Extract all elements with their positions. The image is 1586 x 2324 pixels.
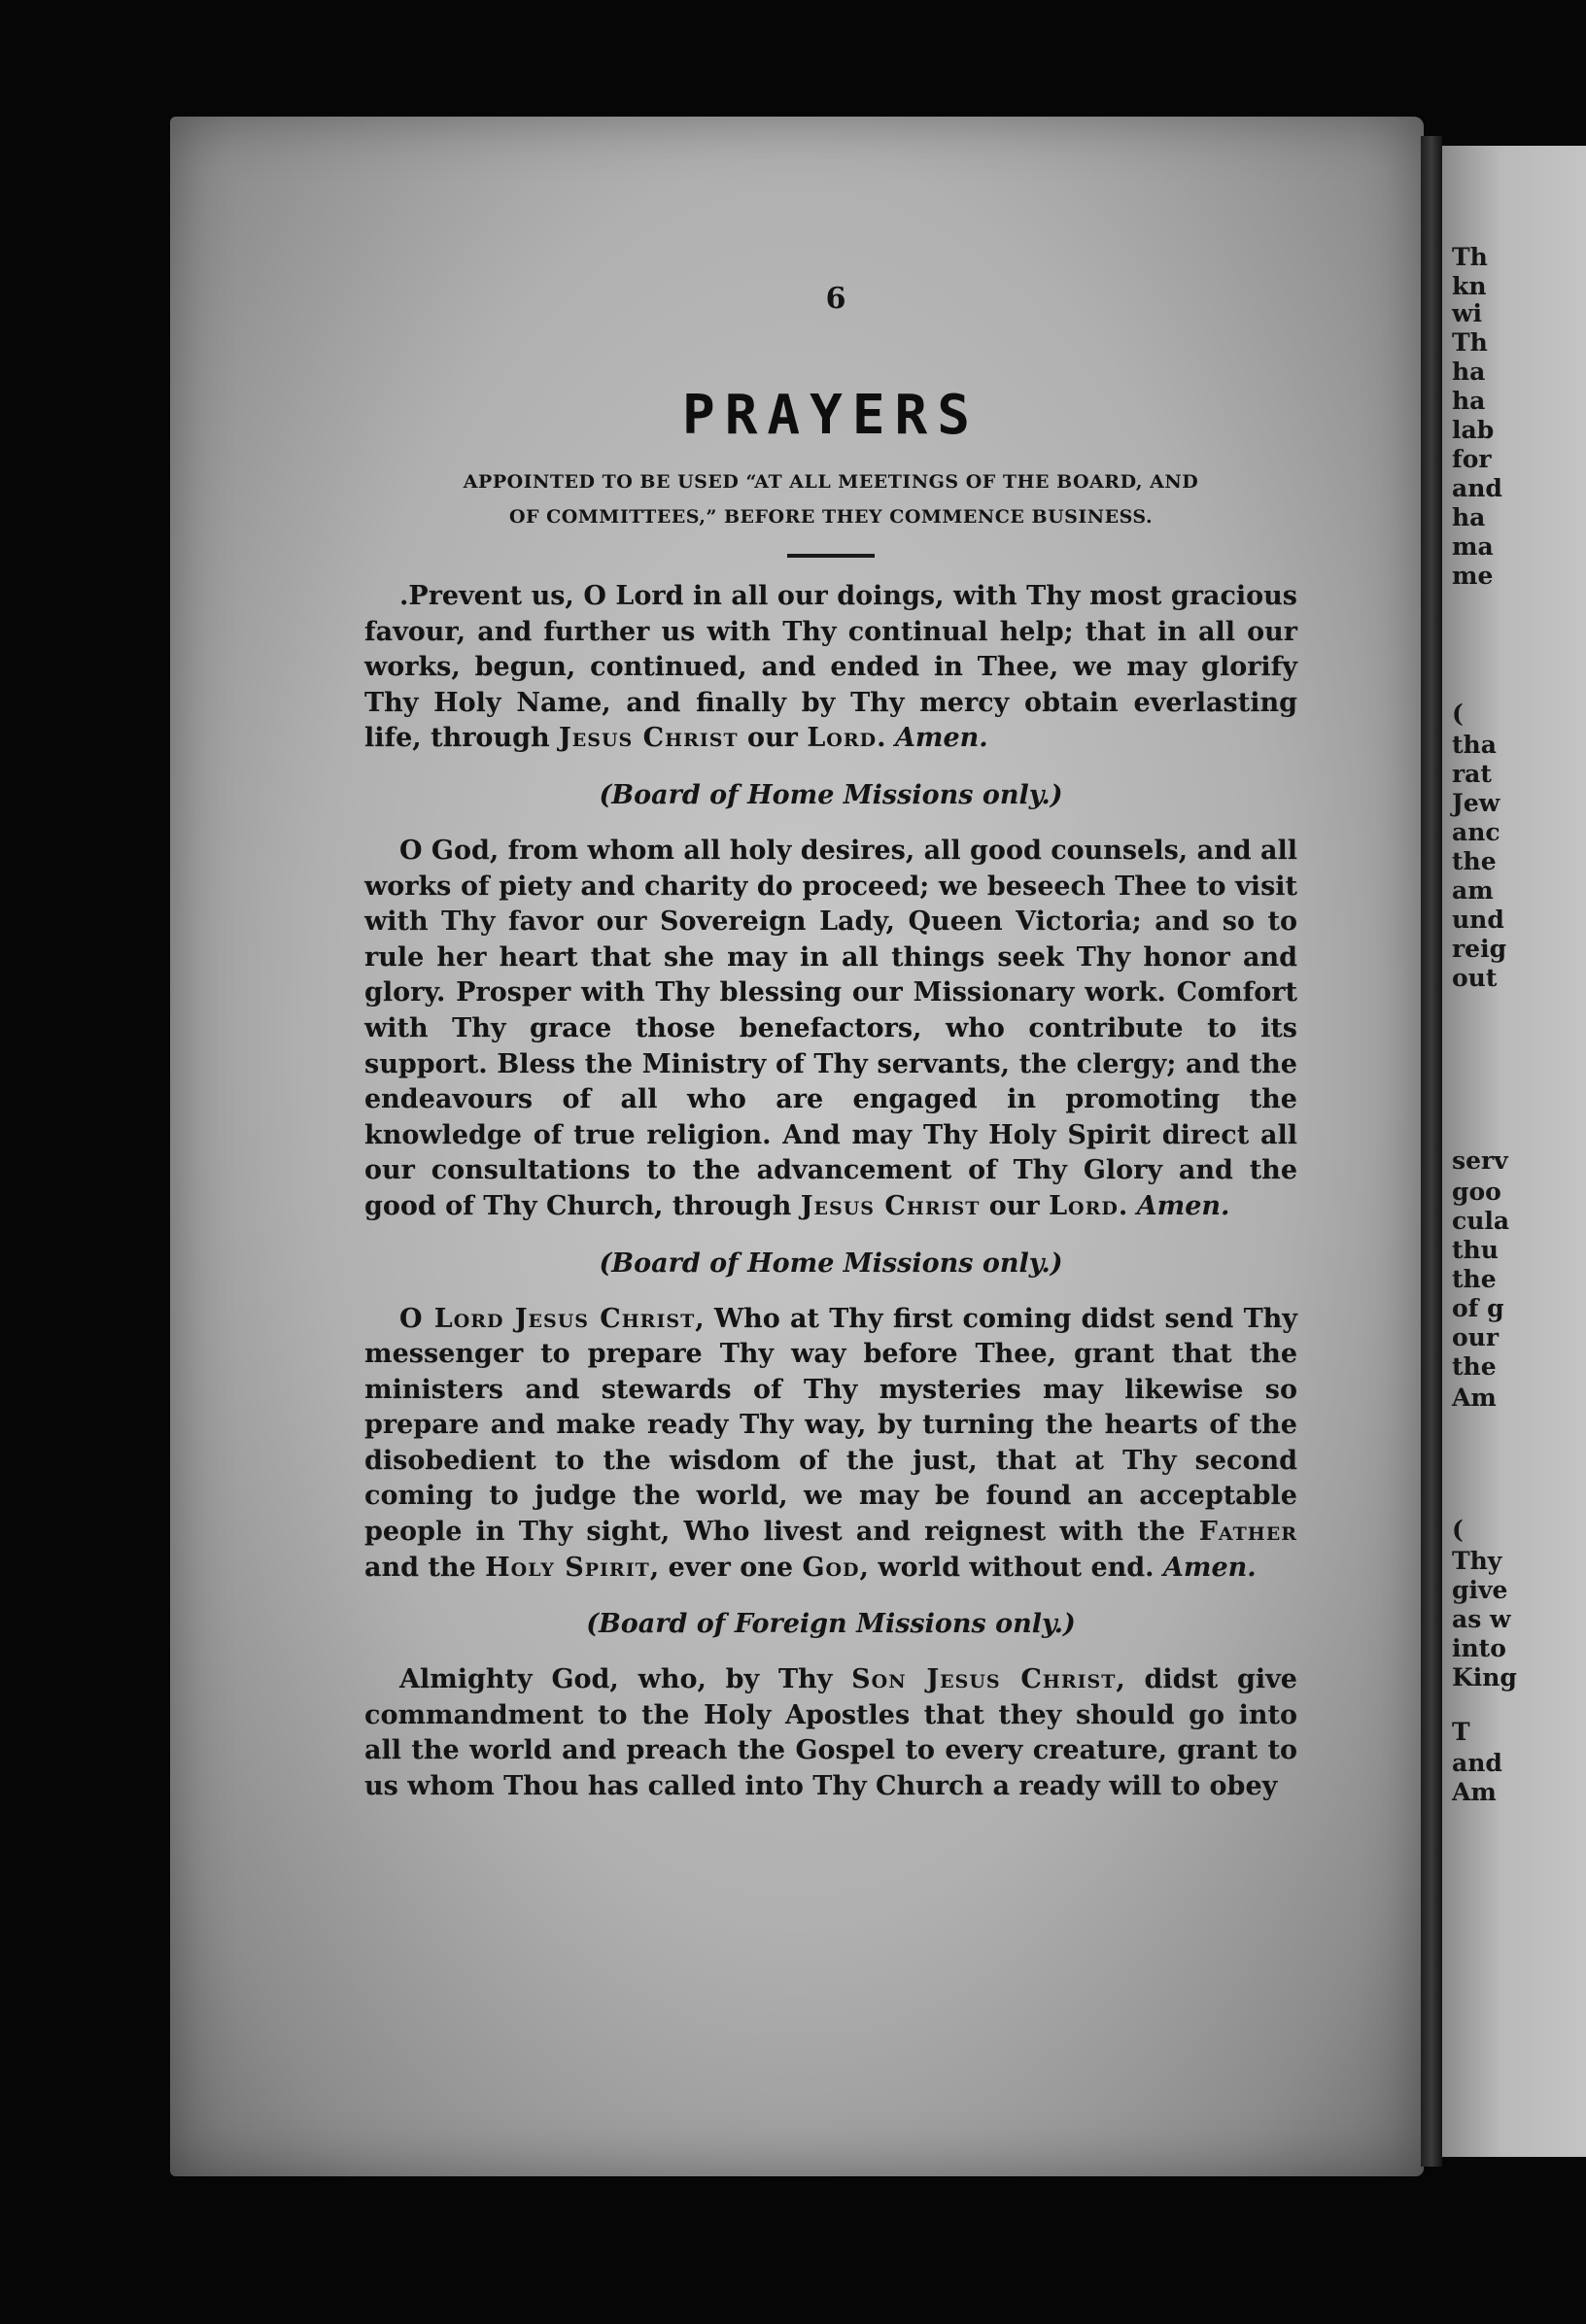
prayer-2 [364,834,1297,1225]
prayer-3-heading: (Board of Home Missions only.) [599,1247,1063,1279]
prayer-2-text: O God, from whom all holy desires, all good counsels, and all works of piety and charity do proceed; we beseech Thee to visit with Thy favor our Sovereign Lady, Queen Victoria; and so to rule her heart that she may in all things seek Thy honor and glory. Prosper with Thy blessing our Missionary work. Comfort with Thy grace those benefactors, who contribute to its support. Bless the Ministry of Thy servants, the clergy; and the endeavours of all who are engaged in promoting the knowledge of true religion. And may Thy Holy Spirit direct all our consultations to the advancement of Thy Glory and the good of Thy Church, through [364,835,1297,1221]
prayer-4-son: Son Jesus Christ [851,1664,1117,1695]
facing-page-fragment: Thy [1452,1547,1502,1575]
facing-page-fragment: and [1452,474,1502,502]
facing-page-fragment: King [1452,1663,1517,1692]
prayer-4-text: Almighty God, who, by Thy [399,1664,852,1695]
facing-page-fragment: anc [1452,818,1500,846]
prayer-3-father: Father [1198,1517,1297,1548]
prayer-2-lord: Lord [1049,1190,1119,1221]
facing-page [1442,146,1586,2157]
prayer-2-text-b: our [980,1190,1050,1221]
facing-page-fragment: ( [1452,700,1464,728]
prayer-1-lord: Lord [807,723,878,754]
subtitle-line-2: OF COMMITTEES,” BEFORE THEY COMMENCE BUSINESS. [508,506,1154,528]
page-number: 6 [825,282,846,316]
prayer-3-amen: Amen. [1162,1552,1257,1583]
facing-page-fragment: thu [1452,1236,1499,1264]
prayer-3-text: , Who at Thy first coming didst send Thy messenger to prepare Thy way before Thee, grant that the ministers and stewards of Thy mysteries may likewise so prepare and make ready Thy way, by turning the hearts of the disobedient to the wisdom of the just, that at Thy second coming to judge the world, we may be found an acceptable people in Thy sight, Who livest and reignest with the [364,1303,1297,1548]
prayer-3-text-c: , ever one [649,1552,803,1583]
title-rule [787,554,875,558]
facing-page-fragment: reig [1452,935,1507,963]
prayer-2-name: Jesus Christ [800,1190,981,1221]
facing-page-fragment: T [1452,1718,1470,1746]
prayer-2-amen: Amen. [1136,1190,1230,1221]
facing-page-fragment: into [1452,1634,1506,1662]
prayer-3-god: God [802,1552,860,1583]
facing-page-fragment: serv [1452,1146,1508,1175]
facing-page-fragment: and [1452,1749,1502,1777]
facing-page-fragment: our [1452,1323,1500,1351]
facing-page-fragment: Th [1452,328,1488,357]
prayer-3-spirit: Holy Spirit [485,1552,650,1583]
book-gutter [1421,136,1442,2167]
facing-page-fragment: kn [1452,272,1487,300]
facing-page-fragment: the [1452,1265,1497,1293]
facing-page-fragment: Am [1452,1384,1497,1412]
facing-page-fragment: wi [1452,299,1483,327]
prayer-4-text-b: , didst give commandment to the Holy Apostles that they should go into all the world and preach the Gospel to every creature, grant to us whom Thou has called into Thy Church a ready will to obey [364,1664,1297,1802]
subtitle-line-1: APPOINTED TO BE USED “AT ALL MEETINGS OF THE BOARD, AND [463,471,1199,493]
facing-page-fragment: out [1452,964,1498,992]
prayer-1: .Prevent us, O Lord in all our doings, with Thy most gracious favour, and further us with Thy continual help; that in all our works, begun, continued, and ended in Thee, we may glorify Thy Holy Name, and finally by Thy mercy obtain everlasting life, through Jesus Christ our Lord. Amen. [364,581,1297,754]
facing-page-fragment: Am [1452,1778,1497,1806]
prayer-1-amen: Amen. [894,723,988,754]
facing-page-fragment: ( [1452,1516,1464,1544]
facing-page-fragment: ha [1452,387,1486,415]
prayer-3 [364,1302,1297,1587]
page-title: PRAYERS [681,384,980,447]
facing-page-fragment: ma [1452,532,1494,561]
facing-page-fragment: goo [1452,1178,1501,1206]
facing-page-fragment: me [1452,562,1494,590]
facing-page-fragment: und [1452,906,1504,934]
prayer-1-text: Prevent us, O Lord in all our doings, with Thy most gracious favour, and further us with Thy continual help; that in all our works, begun, continued, and ended in Thee, we may glorify Thy Holy Name, and finally by Thy mercy obtain everlasting life, through [364,581,1297,754]
facing-page-fragment: ha [1452,503,1486,531]
prayer-2-text-c: . [1118,1190,1137,1221]
facing-page-fragment: am [1452,876,1494,905]
prayer-1-name: Jesus Christ [558,723,739,754]
subtitle [364,464,1297,534]
prayer-1-text-b: our [738,723,808,754]
prayer-2-heading: (Board of Home Missions only.) [599,779,1063,810]
prayer-3-opening: O Lord Jesus Christ [399,1303,696,1334]
facing-page-fragment: the [1452,847,1497,875]
facing-page-fragment: Th [1452,243,1488,271]
facing-page-fragment: lab [1452,416,1495,444]
prayer-4-heading: (Board of Foreign Missions only.) [586,1609,1076,1640]
page-content [364,282,1297,1805]
facing-page-fragment: of g [1452,1294,1504,1322]
facing-page-fragment: for [1452,445,1492,473]
prayer-3-text-b: and the [364,1552,486,1583]
prayer-1-text-c: . [877,723,895,754]
facing-page-fragment: the [1452,1352,1497,1381]
facing-page-fragment: Jew [1452,789,1500,817]
prayer-3-text-d: , world without end. [859,1552,1163,1583]
facing-page-fragment: as w [1452,1605,1511,1633]
prayer-4 [364,1662,1297,1804]
facing-page-fragment: give [1452,1576,1508,1604]
facing-page-fragment: ha [1452,358,1486,386]
facing-page-fragment: rat [1452,760,1492,788]
facing-page-fragment: cula [1452,1207,1510,1235]
facing-page-fragment: tha [1452,731,1497,759]
